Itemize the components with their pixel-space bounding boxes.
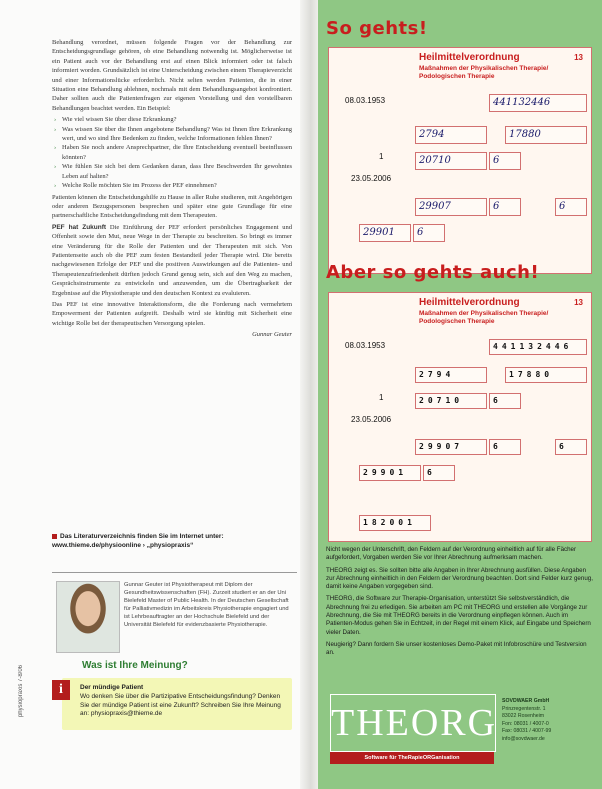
info-icon: i: [52, 680, 70, 700]
page-gutter: [300, 0, 318, 789]
caption-paragraph: Nicht wegen der Unterschrift, den Feldern auf der Verordnung einheitlich auf für alle Fächer aufgefordert, Vorgaben werden Sie vor Ihrer Abrechnung aufmerksam machen.: [326, 546, 577, 562]
field-e: [359, 465, 421, 481]
field-d-count-2-value: 6: [559, 442, 568, 451]
field-b-value: 17880: [509, 370, 554, 379]
opinion-text: Wo denken Sie über die Partizipative Entscheidungsfindung? Denken Sie der mündige Patient ist eine Zukunft? Schreiben Sie Ihre Meinung an: physiopraxis@thieme.de: [80, 693, 281, 718]
field-e-value: 29901: [363, 227, 395, 238]
theorg-ad: [330, 690, 588, 770]
address-line: SOVDWAER GmbH: [502, 698, 550, 704]
field-c-value: 20710: [419, 155, 451, 166]
address-line: Fax: 08031 / 4007-99: [502, 728, 552, 734]
field-d-count: [489, 198, 521, 216]
author-bio: Gunnar Geuter ist Physiotherapeut mit Diplom der Gesundheitswissenschaften (FH). Zurzeit studiert er an der Uni Bielefeld Master of Public Health. In der Deutschen Gesellschaft für Palliativmedizin im Arbeitskreis Physiotherapie engagiert und ist Lehrbeauftragter an der Hochschule Bielefeld und der Universität Bielefeld für evidenzbasierte Physiotherapie.: [124, 582, 289, 628]
field-d-value: 29907: [419, 201, 451, 212]
field-e-count: [423, 465, 455, 481]
caption-paragraph: THEORG zeigt es. Sie sollten bitte alle Angaben in Ihrer Abrechnung ausfüllen. Diese Angaben zur Abrechnung einheitlich in den Feldern der Verordnung beachten. Dort sind Felder kurz genug, damit keine Angaben vorgegeben sind.: [326, 566, 593, 591]
paragraph: [52, 223, 292, 298]
field-e-count-value: 6: [427, 468, 436, 477]
field-d-count: [489, 439, 521, 455]
issue-date: 23.05.2006: [351, 174, 392, 183]
caption-paragraph: Neugierig? Dann fordern Sie unser kostenloses Demo-Paket mit Infobroschüre und Testversion an.: [326, 640, 587, 657]
author-photo: [56, 581, 120, 653]
field-a: [415, 126, 487, 144]
field-a: [415, 367, 487, 383]
heading-aber-so-gehts: Aber so gehts auch!: [326, 262, 540, 283]
opinion-title: Was ist Ihre Meinung?: [82, 660, 188, 671]
ik-field: [489, 339, 587, 355]
field-e-count: [413, 224, 445, 242]
field-c-count-value: 6: [493, 155, 500, 166]
field-f: [359, 515, 431, 531]
author-box: [52, 572, 297, 651]
address-line: Prinzregentenstr. 1: [502, 705, 546, 712]
ik-value: 441132446: [493, 342, 573, 351]
list-item: › Wie fühlen Sie sich bei dem Gedanken daran, dass Ihre Beschwerden Ihr gewohntes Leben auf halten?: [62, 162, 292, 181]
square-bullet-icon: [52, 534, 57, 539]
field-e-value: 29901: [363, 468, 408, 477]
field-e: [359, 224, 411, 242]
address-line: 83022 Rosenheim: [502, 713, 545, 719]
prescription-form-printed: [328, 292, 592, 542]
field-d: [415, 439, 487, 455]
issue-label: physiopraxis 7-8/06: [18, 665, 24, 718]
field-b-value: 17880: [509, 129, 541, 140]
field-d-count-2: [555, 198, 587, 216]
list-item: › Haben Sie noch andere Ansprechpartner, die Ihre Entscheidung eventuell beeinflussen könnten?: [62, 143, 292, 162]
count-value: 1: [379, 152, 384, 161]
field-d-count-value: 6: [493, 201, 500, 212]
caption-text: [326, 546, 594, 662]
field-c-value: 20710: [419, 396, 464, 405]
field-e-count-value: 6: [417, 227, 424, 238]
form-title: Heilmittelverordnung: [419, 297, 520, 308]
caption-paragraph: THEORG, die Software zur Therapie-Organisation, unterstützt Sie selbstverständlich, die Abrechnung frei zu erledigen. Sie arbeiten am PC mit THEORG und erstellen alle Vorgänge zur Abrechnung, die Sie mit THEORG bereits in die Verordnung einpflegen können. Auch im Patienten-Modus gehen Sie in Echtzeit, in der Regel mit einem Klick, auf Eingabe und Speichern vieler Daten.: [326, 595, 591, 636]
opinion-box: [52, 660, 297, 770]
field-d-count-2-value: 6: [559, 201, 566, 212]
literature-text: Das Literaturverzeichnis finden Sie im Internet unter:: [60, 533, 224, 540]
field-c-count: [489, 152, 521, 170]
paragraph-text: Die Einführung der PEF erfordert persönliches Engagement und Offenheit sowie den Mut, neue Wege in der Therapie zu beschreiten. So bringt es immer eine Veränderung für die Rolle der Patienten und der Therapeuten mit sich. Von Patientenseite auch ob die PEF zum festen Bestandteil jeder Therapie wird. Die bereits nachgewiesenen Erfolge der PEF und die positiven Auswirkungen auf die Patienten- und Therapeutenzufriedenheit dürften jedoch Grund genug sein, sich auf den Weg zu machen, Gesprächsinstrumente zu entwickeln und anzuwenden, um die Übertragbarkeit der Ergebnisse auf die Physiotherapie und den deutschen Kontext zu evaluieren.: [52, 223, 292, 297]
right-page: [318, 0, 602, 789]
field-b: [505, 367, 587, 383]
field-c-count: [489, 393, 521, 409]
issue-date: 23.05.2006: [351, 415, 392, 424]
field-f-value: 182001: [363, 518, 416, 527]
form-number: 13: [574, 53, 583, 62]
field-d-count-2: [555, 439, 587, 455]
paragraph: Patienten können die Entscheidungshilfe zu Hause in aller Ruhe studieren, mit Angehörigen oder anderen Bezugspersonen besprechen und später eine gute Grundlage für eine partnerschaftliche Entscheidungsfindung mit dem Therapeuten.: [52, 193, 292, 220]
form-number: 13: [574, 298, 583, 307]
list-item: › Wie viel wissen Sie über diese Erkrankung?: [62, 115, 292, 124]
question-list: [52, 115, 292, 190]
prescription-form-handwritten: [328, 47, 592, 274]
paragraph: Behandlung verordnet, müssen folgende Fragen vor der Behandlung zur Entscheidungsgrundlage gehören, ob eine Behandlung notwendig ist. Möglicherweise ist ein Patient auch vor der Behandlung erst auf einen Blick informiert oder ist falsch informiert worden. Grundsätzlich ist eine Unterscheidung zwischen einem Therapieverzicht und einer Informationslücke erforderlich. Nicht selten werden Patienten, die in einer Situation eine Behandlung ablehnen, nochmals mit dem Behandlungsangebot konfrontiert. Daher sollten auch die Patientenfragen zur eigenen Vorstellung und den vorstellbaren Behandlungen beachtet werden. Ein Beispiel:: [52, 39, 292, 112]
literature-note: [52, 532, 297, 550]
field-d-count-value: 6: [493, 442, 502, 451]
author-signature: Gunnar Geuter: [252, 331, 292, 339]
literature-link[interactable]: www.thieme.de/physioonline › „physiopraxis“: [52, 542, 194, 549]
field-c: [415, 393, 487, 409]
list-item: › Was wissen Sie über die Ihnen angebotene Behandlung? Was ist Ihnen Ihre Erkrankung wert, und wo sind Ihre Bedenken zu finden, welche Informationen fehlen Ihnen?: [62, 125, 292, 144]
theorg-tagline: Software für TheRapieORGanisation: [330, 752, 494, 764]
paragraph: Das PEF ist eine innovative Interaktionsform, die die Forderung nach vermehrtem Empowerment der Patienten aufgreift. Deshalb wird sie künftig mit Sicherheit eine wichtige Rolle bei der therapeutischen Versorgung spielen.: [52, 300, 292, 327]
address-line: Fon: 08031 / 4007-0: [502, 720, 549, 727]
field-a-value: 2794: [419, 370, 455, 379]
field-c: [415, 152, 487, 170]
form-title: Heilmittelverordnung: [419, 52, 520, 63]
form-subtitle: Maßnahmen der Physikalischen Therapie/ Podologischen Therapie: [419, 310, 549, 325]
birth-date: 08.03.1953: [345, 341, 386, 350]
lead-in: PEF hat Zukunft: [52, 223, 107, 231]
birth-date: 08.03.1953: [345, 96, 386, 105]
heading-so-gehts: So gehts!: [326, 18, 428, 39]
theorg-logo: THEORG: [330, 694, 496, 752]
field-a-value: 2794: [419, 129, 445, 140]
form-subtitle: Maßnahmen der Physikalischen Therapie/ Podologischen Therapie: [419, 65, 549, 80]
ik-value: 441132446: [493, 97, 551, 108]
theorg-address: [502, 698, 588, 743]
field-b: [505, 126, 587, 144]
field-d-value: 29907: [419, 442, 464, 451]
opinion-head: Der mündige Patient: [80, 684, 144, 691]
count-value: 1: [379, 393, 384, 402]
article-body: [52, 38, 292, 340]
ik-field: [489, 94, 587, 112]
address-line[interactable]: info@sovdwaer.de: [502, 735, 545, 742]
field-d: [415, 198, 487, 216]
field-c-count-value: 6: [493, 396, 502, 405]
list-item: › Welche Rolle möchten Sie im Prozess der PEF einnehmen?: [62, 181, 292, 190]
